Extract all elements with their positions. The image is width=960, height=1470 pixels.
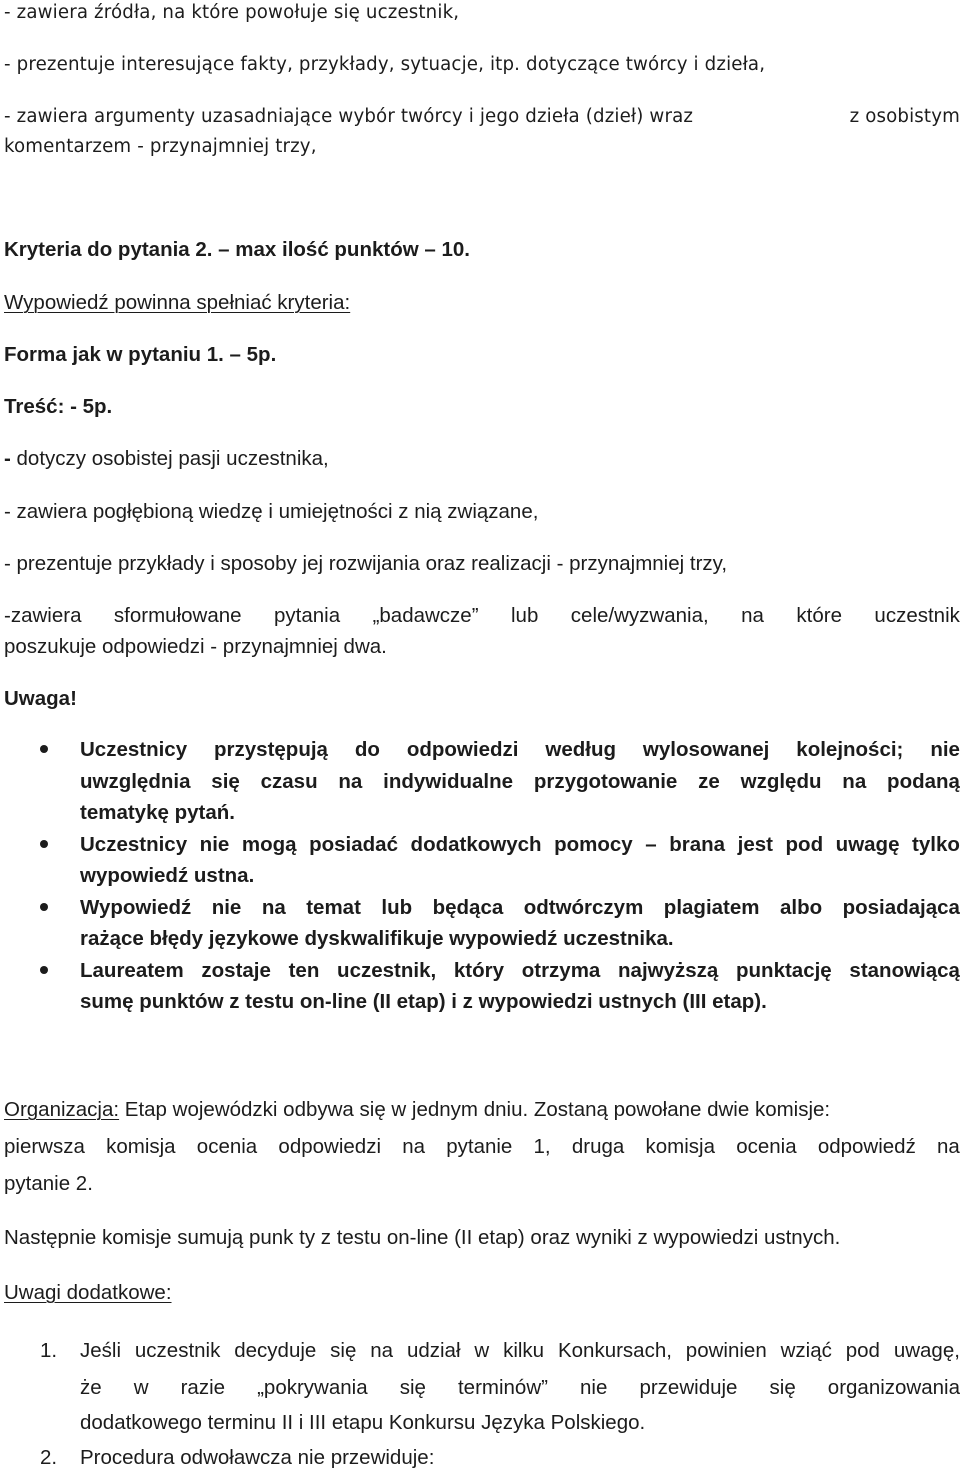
content-item bbox=[4, 606, 960, 627]
list-item: - prezentuje interesujące fakty, przykłady, sytuacje, itp. dotyczące twórcy i dzieła, bbox=[4, 54, 766, 75]
word: otrzyma bbox=[521, 959, 601, 982]
word: nie bbox=[930, 738, 960, 761]
word: komisja bbox=[106, 1135, 176, 1158]
word: według bbox=[545, 738, 616, 761]
word: nie bbox=[580, 1376, 608, 1399]
word: terminów” bbox=[457, 1376, 548, 1399]
word: lub bbox=[381, 896, 413, 919]
word: decyduje bbox=[234, 1339, 317, 1362]
content-item: - dotyczy osobistej pasji uczestnika, bbox=[4, 447, 329, 470]
word: pierwsza bbox=[4, 1135, 85, 1158]
word: powinien bbox=[685, 1339, 767, 1362]
word: organizowania bbox=[827, 1376, 960, 1399]
note-item bbox=[80, 961, 960, 982]
organization-label: Organizacja: bbox=[4, 1098, 120, 1121]
word: które bbox=[796, 604, 842, 627]
word: brana bbox=[669, 833, 726, 856]
word: nie bbox=[199, 833, 230, 856]
list-item-continuation: komentarzem - przynajmniej trzy, bbox=[4, 136, 317, 157]
word: pytania bbox=[274, 604, 341, 627]
word: w bbox=[474, 1339, 490, 1362]
additional-heading: Uwagi dodatkowe: bbox=[4, 1281, 172, 1304]
word: się bbox=[769, 1376, 796, 1399]
word: w bbox=[133, 1376, 149, 1399]
word: uwzględnia bbox=[80, 770, 191, 793]
word: komisja bbox=[645, 1135, 715, 1158]
word: na bbox=[741, 604, 764, 627]
word: lub bbox=[510, 604, 539, 627]
word: uwagę bbox=[835, 833, 900, 856]
additional-item: Procedura odwoławcza nie przewiduje: bbox=[80, 1446, 435, 1469]
word: podaną bbox=[887, 770, 960, 793]
word: Laureatem bbox=[80, 959, 184, 982]
word: Wypowiedź bbox=[80, 896, 192, 919]
word: odpowiedzi bbox=[278, 1135, 381, 1158]
word: Jeśli bbox=[80, 1339, 122, 1362]
bullet-icon bbox=[40, 745, 48, 753]
word: wziąć bbox=[780, 1339, 832, 1362]
form-criterion: Forma jak w pytaniu 1. – 5p. bbox=[4, 343, 277, 366]
content-criterion: Treść: - 5p. bbox=[4, 395, 113, 418]
note-item-continuation: sumę punktów z testu on-line (II etap) i z wypowiedzi ustnych (III etap). bbox=[80, 990, 767, 1013]
note-item-continuation: wypowiedź ustna. bbox=[80, 864, 255, 887]
note-item-continuation: rażące błędy językowe dyskwalifikuje wypowiedź uczestnika. bbox=[80, 927, 674, 950]
word: sformułowane bbox=[113, 604, 242, 627]
word: na bbox=[937, 1135, 960, 1158]
content-item: - prezentuje przykłady i sposoby jej rozwijania oraz realizacji - przynajmniej trzy, bbox=[4, 552, 728, 575]
organization-paragraph-line: pytanie 2. bbox=[4, 1172, 93, 1195]
word: druga bbox=[571, 1135, 625, 1158]
word: się bbox=[330, 1339, 357, 1362]
list-number: 2. bbox=[40, 1446, 58, 1469]
list-item: - zawiera argumenty uzasadniające wybór twórcy i jego dzieła (dzieł) wraz z osobistym bbox=[4, 106, 960, 127]
word: odpowiedzi bbox=[406, 738, 519, 761]
organization-paragraph: Organizacja: Etap wojewódzki odbywa się w jednym dniu. Zostaną powołane dwie komisje: bbox=[4, 1098, 831, 1121]
word: posiadać bbox=[309, 833, 398, 856]
note-heading: Uwaga! bbox=[4, 687, 77, 710]
word: do bbox=[354, 738, 380, 761]
word: się bbox=[399, 1376, 426, 1399]
list-number: 1. bbox=[40, 1339, 58, 1362]
word: czasu bbox=[260, 770, 318, 793]
word: ocenia bbox=[196, 1135, 258, 1158]
word: który bbox=[453, 959, 505, 982]
word: się bbox=[211, 770, 240, 793]
word: Uczestnicy bbox=[80, 833, 188, 856]
list-item: - zawiera źródła, na które powołuje się uczestnik, bbox=[4, 2, 460, 23]
word: jest bbox=[737, 833, 773, 856]
note-item bbox=[80, 898, 960, 919]
word: kilku bbox=[503, 1339, 545, 1362]
word: ze bbox=[698, 770, 720, 793]
word: posiadająca bbox=[842, 896, 960, 919]
word: wylosowanej bbox=[642, 738, 770, 761]
word: uwagę, bbox=[893, 1339, 960, 1362]
note-item bbox=[80, 835, 960, 856]
word: przystępują bbox=[214, 738, 328, 761]
bullet-icon bbox=[40, 840, 48, 848]
word: uczestnik bbox=[134, 1339, 221, 1362]
bullet-icon bbox=[40, 966, 48, 974]
word: indywidualne bbox=[383, 770, 514, 793]
word: pytanie bbox=[446, 1135, 513, 1158]
word: odtwórczym bbox=[523, 896, 644, 919]
word: że bbox=[80, 1376, 102, 1399]
word: ten bbox=[288, 959, 320, 982]
organization-summary: Następnie komisje sumują punk ty z testu on-line (II etap) oraz wyniki z wypowiedzi ustnych. bbox=[4, 1226, 841, 1249]
word: przewiduje bbox=[639, 1376, 738, 1399]
word: zostaje bbox=[201, 959, 271, 982]
note-item-continuation bbox=[80, 772, 960, 793]
word: 1, bbox=[533, 1135, 551, 1158]
note-item bbox=[80, 740, 960, 761]
word: przygotowanie bbox=[533, 770, 678, 793]
criteria-subheading: Wypowiedź powinna spełniać kryteria: bbox=[4, 291, 351, 314]
word: na bbox=[338, 770, 363, 793]
word: punktację bbox=[736, 959, 832, 982]
word: „pokrywania bbox=[257, 1376, 368, 1399]
word: odpowiedź bbox=[817, 1135, 916, 1158]
word: najwyższą bbox=[618, 959, 719, 982]
word: będąca bbox=[432, 896, 504, 919]
word: kolejności; bbox=[796, 738, 904, 761]
word: ocenia bbox=[736, 1135, 797, 1158]
word: pomocy bbox=[554, 833, 633, 856]
word: pod bbox=[785, 833, 824, 856]
word: mogą bbox=[241, 833, 297, 856]
bullet-icon bbox=[40, 903, 48, 911]
word: Konkursach, bbox=[557, 1339, 672, 1362]
word: razie bbox=[180, 1376, 226, 1399]
word: na bbox=[261, 896, 286, 919]
word: uczestnik, bbox=[337, 959, 437, 982]
word: tylko bbox=[912, 833, 960, 856]
word: „badawcze” bbox=[372, 604, 479, 627]
word: na bbox=[370, 1339, 394, 1362]
word: – bbox=[645, 833, 657, 856]
word: temat bbox=[306, 896, 361, 919]
word: nie bbox=[211, 896, 242, 919]
word: na bbox=[402, 1135, 426, 1158]
criteria-heading: Kryteria do pytania 2. – max ilość punktów – 10. bbox=[4, 238, 470, 261]
content-item: - zawiera pogłębioną wiedzę i umiejętności z nią związane, bbox=[4, 500, 539, 523]
word: Uczestnicy bbox=[80, 738, 188, 761]
additional-item bbox=[80, 1341, 960, 1362]
word: względu bbox=[740, 770, 822, 793]
note-item-continuation: tematykę pytań. bbox=[80, 801, 235, 824]
word: stanowiącą bbox=[849, 959, 960, 982]
word: -zawiera bbox=[4, 604, 82, 627]
word: pod bbox=[845, 1339, 880, 1362]
word: na bbox=[842, 770, 867, 793]
organization-paragraph-line bbox=[4, 1137, 960, 1158]
content-item-continuation: poszukuje odpowiedzi - przynajmniej dwa. bbox=[4, 635, 387, 658]
word: uczestnik bbox=[874, 604, 960, 627]
word: cele/wyzwania, bbox=[570, 604, 709, 627]
word: albo bbox=[779, 896, 823, 919]
word: plagiatem bbox=[663, 896, 760, 919]
word: dodatkowych bbox=[410, 833, 542, 856]
additional-item-continuation bbox=[80, 1378, 960, 1399]
word: udział bbox=[406, 1339, 461, 1362]
additional-item-continuation: dodatkowego terminu II i III etapu Konkursu Języka Polskiego. bbox=[80, 1411, 646, 1434]
